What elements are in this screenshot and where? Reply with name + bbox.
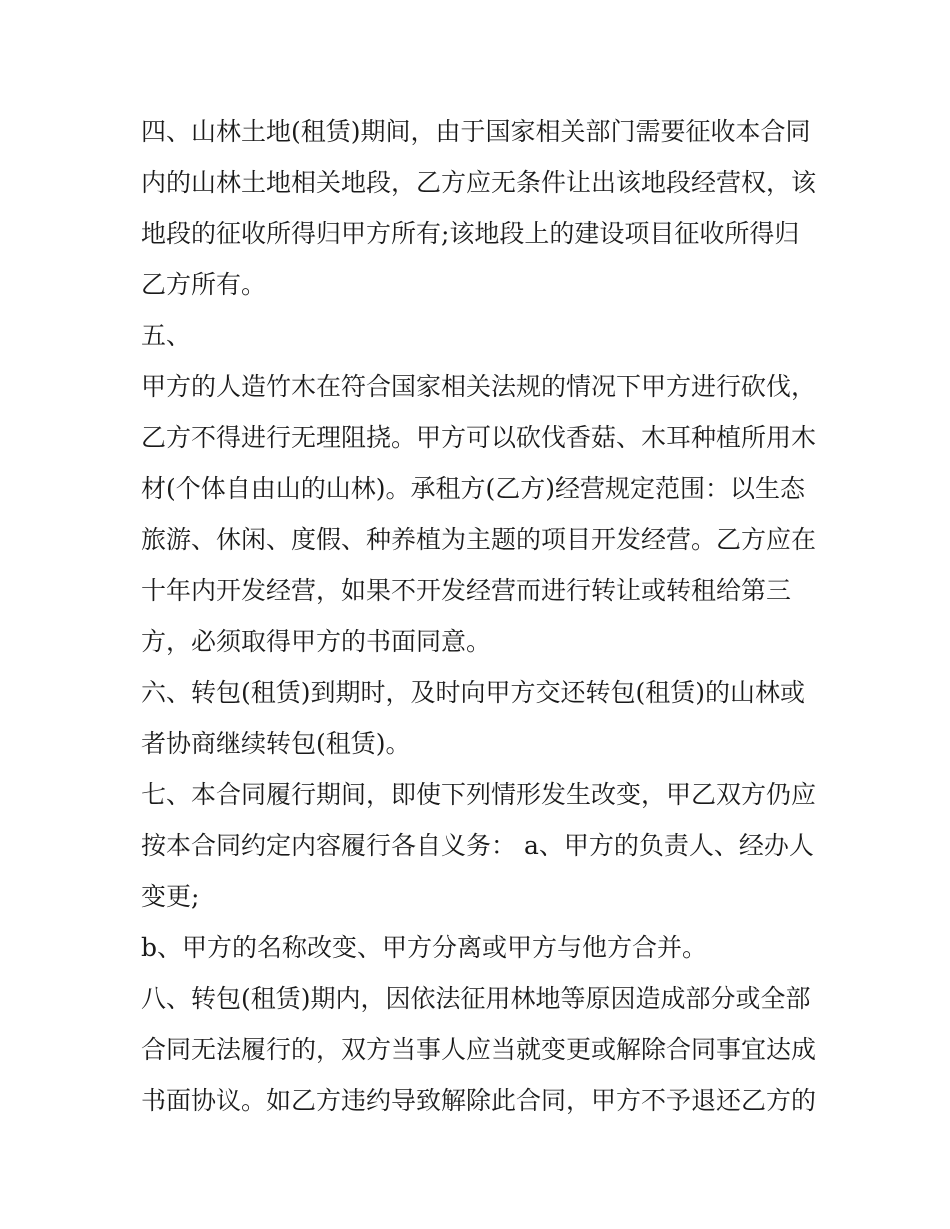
text-line: 方，必须取得甲方的书面同意。 (141, 627, 492, 656)
text-line: 乙方不得进行无理阻挠。甲方可以砍伐香菇、木耳种植所用木 (141, 423, 817, 452)
text-line: 八、转包(租赁)期内，因依法征用林地等原因造成部分或全部 (141, 984, 811, 1013)
text-line: 旅游、休闲、度假、种养植为主题的项目开发经营。乙方应在 (141, 525, 817, 554)
text-line: 四、山林土地(租赁)期间，由于国家相关部门需要征收本合同 (141, 117, 811, 146)
text-line: 甲方的人造竹木在符合国家相关法规的情况下甲方进行砍伐， (141, 372, 817, 401)
text-line: 变更; (141, 882, 200, 911)
text-line: 内的山林土地相关地段，乙方应无条件让出该地段经营权，该 (141, 168, 817, 197)
text-line: 材(个体自由山的山林)。承租方(乙方)经营规定范围：以生态 (141, 474, 806, 503)
text-line: 地段的征收所得归甲方所有;该地段上的建设项目征收所得归 (141, 219, 800, 248)
text-line: 十年内开发经营，如果不开发经营而进行转让或转租给第三 (141, 576, 792, 605)
contract-text (141, 106, 821, 1126)
text-line: 六、转包(租赁)到期时，及时向甲方交还转包(租赁)的山林或 (141, 678, 806, 707)
text-line: b、甲方的名称改变、甲方分离或甲方与他方合并。 (141, 933, 708, 962)
text-line: 乙方所有。 (141, 270, 267, 299)
text-line: 书面协议。如乙方违约导致解除此合同，甲方不予退还乙方的 (141, 1086, 817, 1115)
text-line: 者协商继续转包(租赁)。 (141, 729, 411, 758)
text-line: 合同无法履行的，双方当事人应当就变更或解除合同事宜达成 (141, 1035, 817, 1064)
text-line: 按本合同约定内容履行各自义务： a、甲方的负责人、经办人 (141, 831, 814, 860)
text-line: 五、 (141, 321, 192, 350)
text-line: 七、本合同履行期间，即使下列情形发生改变，甲乙双方仍应 (141, 780, 817, 809)
